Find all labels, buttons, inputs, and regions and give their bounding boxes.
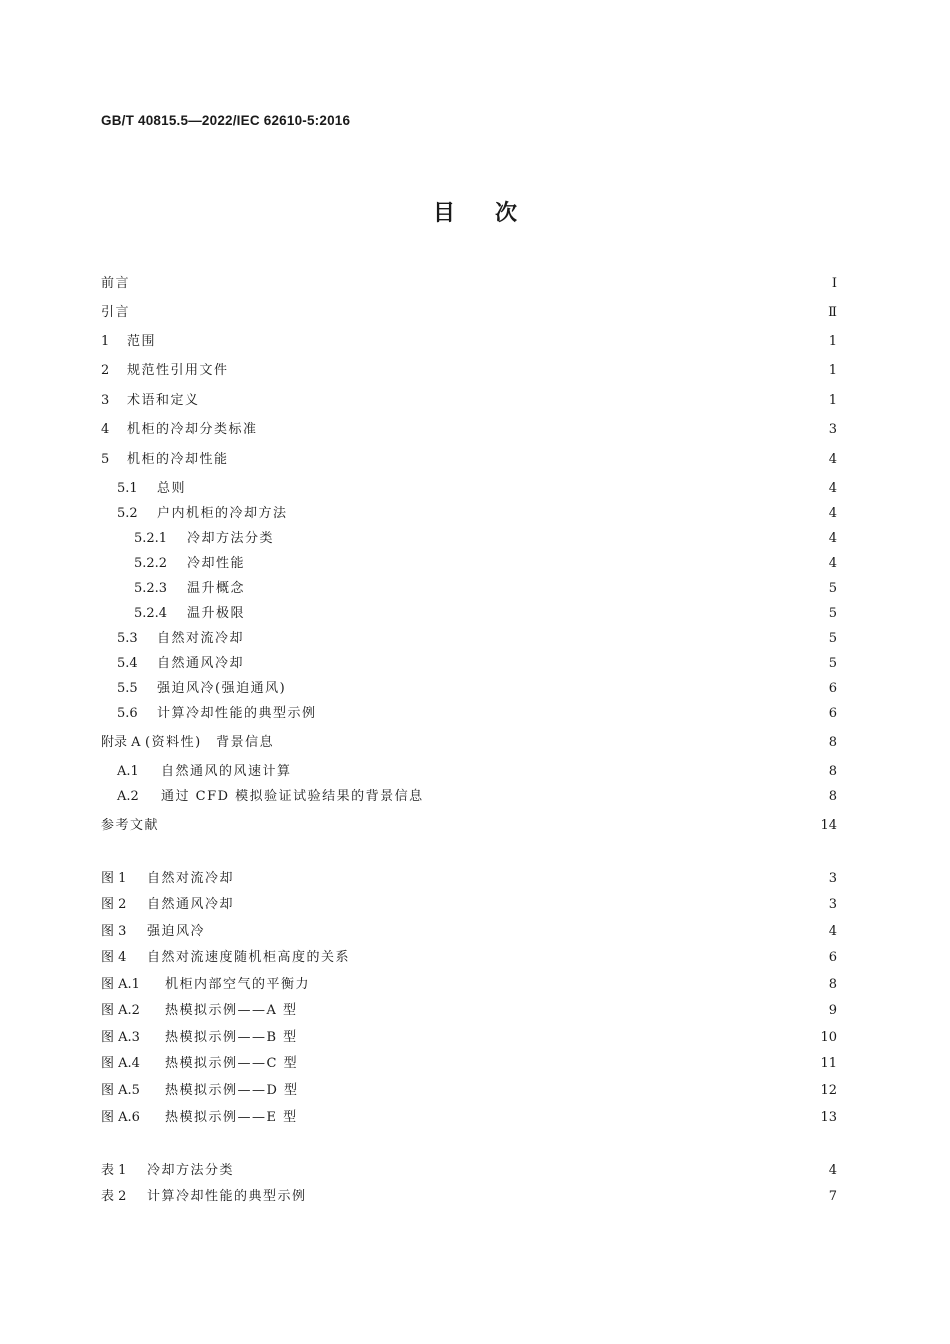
- entry-number: 图 A.6: [101, 1110, 140, 1125]
- entry-label: 热模拟示例——E 型: [165, 1110, 298, 1125]
- leader-dots: [251, 604, 821, 624]
- leader-dots: [251, 579, 821, 599]
- leader-dots: [292, 679, 821, 699]
- leader-dots: [240, 869, 821, 889]
- leader-dots: [251, 554, 821, 574]
- toc-entry[interactable]: [134, 579, 837, 599]
- figure-list-entry[interactable]: [101, 948, 837, 968]
- toc-entry[interactable]: [101, 332, 837, 352]
- entry-number: 表 2: [101, 1189, 127, 1204]
- entry-label: 规范性引用文件: [127, 363, 229, 378]
- entry-label: 通过 CFD 模拟验证试验结果的背景信息: [161, 789, 424, 804]
- entry-number: 图 A.2: [101, 1003, 140, 1018]
- entry-label: 自然通风冷却: [147, 897, 235, 912]
- leader-dots: [136, 274, 821, 294]
- leader-dots: [316, 975, 821, 995]
- toc-entry[interactable]: [101, 274, 837, 294]
- entry-page-number: 4: [828, 481, 837, 496]
- figure-list-entry[interactable]: [101, 922, 837, 942]
- figure-list-entry[interactable]: [101, 1081, 837, 1101]
- leader-dots: [264, 420, 821, 440]
- entry-number: 图 4: [101, 950, 127, 965]
- entry-page-number: 5: [828, 656, 837, 671]
- entry-label: 温升概念: [187, 581, 246, 596]
- entry-number: 附录 A: [101, 735, 141, 750]
- leader-dots: [192, 479, 821, 499]
- table-list-entry[interactable]: [101, 1161, 837, 1181]
- leader-dots: [250, 629, 821, 649]
- leader-dots: [162, 332, 821, 352]
- entry-label: 热模拟示例——B 型: [165, 1030, 298, 1045]
- entry-page-number: 1: [828, 393, 837, 408]
- entry-label: 冷却方法分类: [147, 1163, 235, 1178]
- entry-number: 2: [101, 363, 110, 378]
- entry-number: 5.3: [117, 631, 138, 646]
- entry-page-number: 10: [820, 1030, 837, 1045]
- entry-label: 热模拟示例——D 型: [165, 1083, 299, 1098]
- entry-number: 5.2.1: [134, 531, 168, 546]
- entry-page-number: 5: [828, 631, 837, 646]
- entry-label: 参考文献: [101, 818, 160, 833]
- leader-dots: [240, 1161, 821, 1181]
- entry-page-number: 3: [828, 897, 837, 912]
- entry-label: 机柜内部空气的平衡力: [165, 977, 311, 992]
- table-list-entry[interactable]: [101, 1187, 837, 1207]
- toc-entry[interactable]: [117, 479, 837, 499]
- toc-entry[interactable]: [101, 303, 837, 323]
- toc-entry[interactable]: [101, 361, 837, 381]
- leader-dots: [206, 391, 821, 411]
- toc-entry[interactable]: [117, 504, 837, 524]
- leader-dots: [304, 1108, 815, 1128]
- leader-dots: [280, 529, 821, 549]
- figure-list-entry[interactable]: [101, 895, 837, 915]
- entry-page-number: 13: [820, 1110, 837, 1125]
- entry-label: 冷却性能: [187, 556, 246, 571]
- entry-number: 1: [101, 334, 110, 349]
- entry-number: 图 3: [101, 924, 127, 939]
- leader-dots: [240, 895, 821, 915]
- toc-entry[interactable]: [117, 629, 837, 649]
- leader-dots: [430, 787, 821, 807]
- toc-entry[interactable]: [101, 733, 837, 753]
- toc-entry[interactable]: [134, 604, 837, 624]
- entry-page-number: 8: [828, 789, 837, 804]
- figure-list-entry[interactable]: [101, 1054, 837, 1074]
- entry-number: 5: [101, 452, 110, 467]
- toc-entry[interactable]: [117, 787, 837, 807]
- toc-entry[interactable]: [134, 554, 837, 574]
- leader-dots: [298, 762, 821, 782]
- leader-dots: [211, 922, 821, 942]
- figure-list-entry[interactable]: [101, 869, 837, 889]
- entry-page-number: 4: [828, 924, 837, 939]
- toc-entry[interactable]: [117, 679, 837, 699]
- toc-entry[interactable]: [117, 704, 837, 724]
- entry-label: 自然通风的风速计算: [161, 764, 292, 779]
- entry-page-number: 6: [828, 681, 837, 696]
- entry-label: (资料性) 背景信息: [145, 735, 275, 750]
- entry-page-number: Ⅰ: [831, 276, 837, 291]
- entry-number: 5.5: [117, 681, 138, 696]
- entry-label: 计算冷却性能的典型示例: [147, 1189, 307, 1204]
- entry-page-number: 4: [828, 531, 837, 546]
- entry-page-number: 14: [820, 818, 837, 833]
- entry-page-number: 4: [828, 556, 837, 571]
- entry-number: 图 A.3: [101, 1030, 140, 1045]
- entry-label: 冷却方法分类: [187, 531, 275, 546]
- entry-page-number: 5: [828, 581, 837, 596]
- entry-page-number: 4: [828, 506, 837, 521]
- entry-page-number: 6: [828, 706, 837, 721]
- entry-page-number: Ⅱ: [828, 305, 837, 320]
- leader-dots: [136, 303, 821, 323]
- entry-label: 强迫风冷: [147, 924, 206, 939]
- entry-label: 总则: [157, 481, 187, 496]
- entry-label: 引言: [101, 305, 131, 320]
- entry-page-number: 7: [828, 1189, 837, 1204]
- standard-code: GB/T 40815.5—2022/IEC 62610-5:2016: [101, 113, 351, 128]
- entry-number: 图 A.5: [101, 1083, 140, 1098]
- entry-label: 自然通风冷却: [157, 656, 245, 671]
- entry-label: 强迫风冷(强迫通风): [157, 681, 287, 696]
- entry-label: 自然对流冷却: [157, 631, 245, 646]
- entry-page-number: 9: [828, 1003, 837, 1018]
- leader-dots: [305, 1081, 815, 1101]
- entry-page-number: 3: [828, 871, 837, 886]
- entry-page-number: 5: [828, 606, 837, 621]
- toc-entry[interactable]: [134, 529, 837, 549]
- entry-number: 5.6: [117, 706, 138, 721]
- leader-dots: [313, 1187, 821, 1207]
- entry-label: 自然对流速度随机柜高度的关系: [147, 950, 351, 965]
- entry-number: 4: [101, 422, 110, 437]
- figure-list-entry[interactable]: [101, 1028, 837, 1048]
- toc-entry[interactable]: [101, 450, 837, 470]
- entry-page-number: 1: [828, 363, 837, 378]
- entry-label: 机柜的冷却性能: [127, 452, 229, 467]
- entry-label: 计算冷却性能的典型示例: [157, 706, 317, 721]
- entry-label: 温升极限: [187, 606, 246, 621]
- entry-number: 5.2.3: [134, 581, 168, 596]
- leader-dots: [356, 948, 821, 968]
- entry-number: A.1: [117, 764, 139, 779]
- leader-dots: [304, 1054, 814, 1074]
- leader-dots: [250, 654, 821, 674]
- toc-entry[interactable]: [117, 654, 837, 674]
- leader-dots: [165, 816, 814, 836]
- entry-label: 热模拟示例——C 型: [165, 1056, 299, 1071]
- entry-page-number: 1: [828, 334, 837, 349]
- entry-label: 术语和定义: [127, 393, 200, 408]
- entry-page-number: 12: [820, 1083, 837, 1098]
- entry-number: 5.1: [117, 481, 138, 496]
- entry-number: 图 1: [101, 871, 127, 886]
- leader-dots: [323, 704, 821, 724]
- page-title: 目次: [432, 201, 557, 226]
- entry-number: 3: [101, 393, 110, 408]
- entry-number: A.2: [117, 789, 139, 804]
- entry-label: 户内机柜的冷却方法: [157, 506, 288, 521]
- toc-entry[interactable]: [101, 391, 837, 411]
- toc-entry[interactable]: [117, 762, 837, 782]
- entry-page-number: 8: [828, 977, 837, 992]
- entry-page-number: 4: [828, 1163, 837, 1178]
- leader-dots: [280, 733, 821, 753]
- entry-page-number: 11: [820, 1056, 837, 1071]
- entry-label: 机柜的冷却分类标准: [127, 422, 258, 437]
- leader-dots: [235, 361, 821, 381]
- entry-label: 前言: [101, 276, 131, 291]
- leader-dots: [304, 1001, 821, 1021]
- entry-number: 图 2: [101, 897, 127, 912]
- entry-page-number: 3: [828, 422, 837, 437]
- toc-entry[interactable]: [101, 816, 837, 836]
- entry-page-number: 4: [828, 452, 837, 467]
- figure-list-entry[interactable]: [101, 1001, 837, 1021]
- entry-number: 5.4: [117, 656, 138, 671]
- entry-number: 表 1: [101, 1163, 127, 1178]
- leader-dots: [304, 1028, 815, 1048]
- figure-list-entry[interactable]: [101, 975, 837, 995]
- entry-number: 5.2.2: [134, 556, 168, 571]
- entry-page-number: 8: [828, 735, 837, 750]
- entry-page-number: 8: [828, 764, 837, 779]
- entry-number: 5.2: [117, 506, 138, 521]
- entry-number: 图 A.4: [101, 1056, 140, 1071]
- entry-label: 热模拟示例——A 型: [165, 1003, 298, 1018]
- toc-entry[interactable]: [101, 420, 837, 440]
- figure-list-entry[interactable]: [101, 1108, 837, 1128]
- entry-page-number: 6: [828, 950, 837, 965]
- leader-dots: [294, 504, 821, 524]
- entry-label: 范围: [127, 334, 157, 349]
- entry-label: 自然对流冷却: [147, 871, 235, 886]
- entry-number: 图 A.1: [101, 977, 140, 992]
- leader-dots: [235, 450, 821, 470]
- entry-number: 5.2.4: [134, 606, 168, 621]
